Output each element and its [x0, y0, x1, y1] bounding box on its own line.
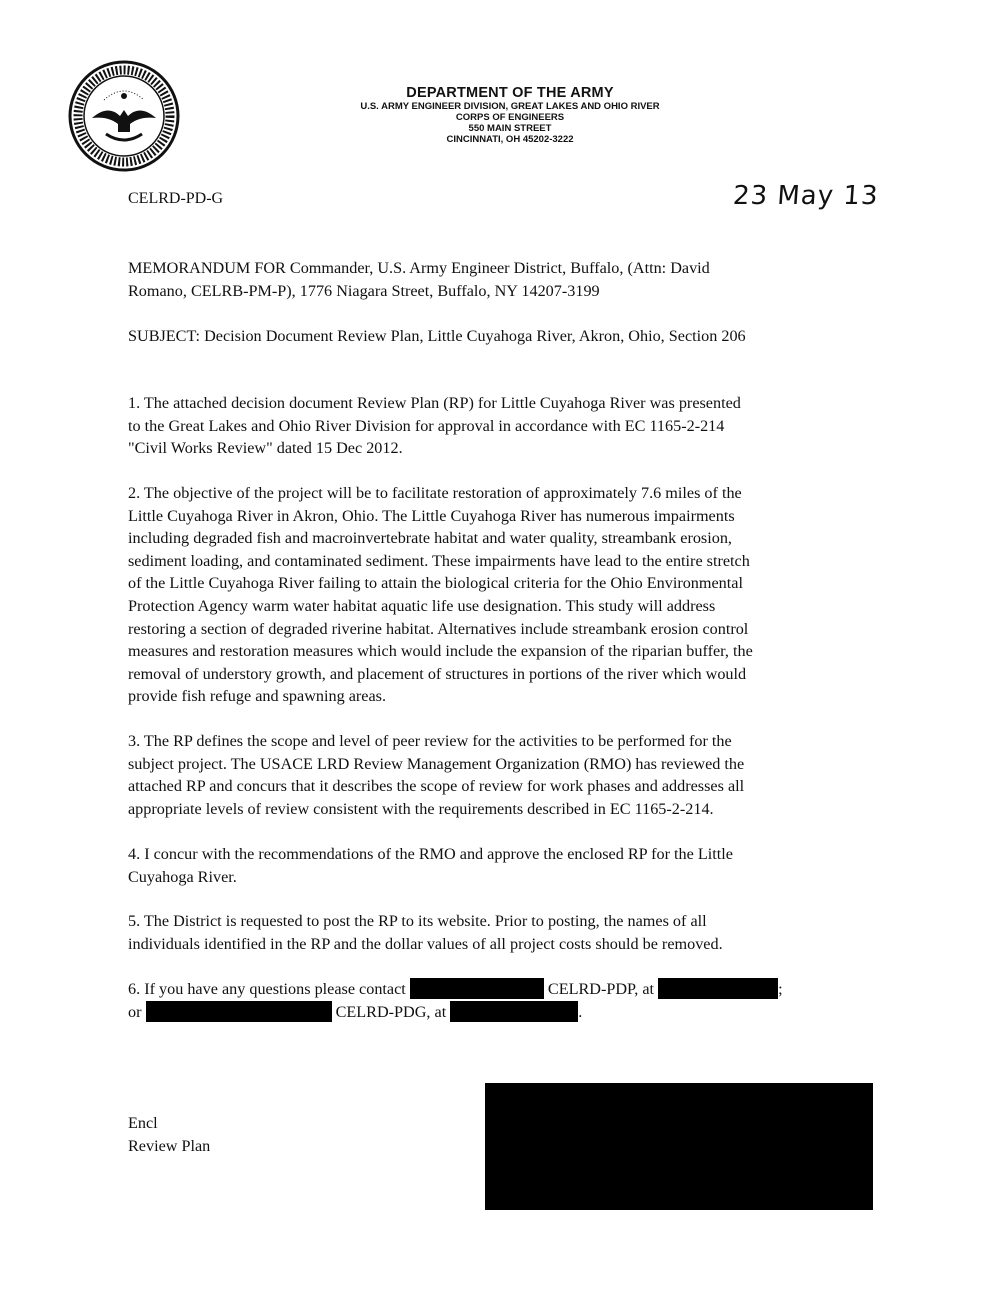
- paragraph-3: [128, 730, 888, 820]
- paragraph-1: [128, 392, 888, 460]
- paragraph-line: Cuyahoga River.: [128, 867, 237, 886]
- contact-office: CELRD-PDP, at: [547, 980, 655, 998]
- memorandum-for: [128, 257, 888, 302]
- subject-text: SUBJECT: Decision Document Review Plan, Little Cuyahoga River, Akron, Ohio, Section 206: [128, 327, 746, 345]
- paragraph-line: including degraded fish and macroinvertebrate habitat and water quality, streambank erosion,: [128, 529, 732, 548]
- paragraph-line: appropriate levels of review consistent with the requirements described in EC 1165-2-214.: [128, 799, 714, 818]
- paragraph-line: 1. The attached decision document Review Plan (RP) for Little Cuyahoga River was presented: [128, 394, 741, 412]
- paragraph-line: 2. The objective of the project will be to facilitate restoration of approximately 7.6 miles of the: [128, 484, 742, 502]
- contact-prefix: 6. If you have any questions please contact: [128, 980, 406, 998]
- subject-line: [128, 325, 888, 348]
- redacted-contact-phone: [450, 1001, 578, 1022]
- paragraph-line: sediment loading, and contaminated sediment. These impairments have lead to the entire stretch: [128, 551, 750, 570]
- paragraph-line: provide fish refuge and spawning areas.: [128, 687, 387, 706]
- paragraph-line: removal of understory growth, and placement of structures in portions of the river which would: [128, 664, 747, 683]
- paragraph-line: attached RP and concurs that it describes the scope of review for work phases and addresses all: [128, 777, 745, 796]
- enclosure-item: Review Plan: [128, 1136, 211, 1155]
- paragraph-line: [128, 978, 888, 1001]
- paragraph-line: 3. The RP defines the scope and level of peer review for the activities to be performed for the: [128, 732, 732, 750]
- letterhead-corps: CORPS OF ENGINEERS: [455, 112, 565, 123]
- paragraph-line: 5. The District is requested to post the RP to its website. Prior to posting, the names of all: [128, 912, 707, 930]
- memo-for-line: MEMORANDUM FOR Commander, U.S. Army Engineer District, Buffalo, (Attn: David: [128, 259, 710, 277]
- letterhead-title: DEPARTMENT OF THE ARMY: [406, 85, 614, 101]
- paragraph-line: Protection Agency warm water habitat aquatic life use designation. This study will address: [128, 596, 716, 615]
- paragraph-line: Little Cuyahoga River in Akron, Ohio. The Little Cuyahoga River has numerous impairments: [128, 506, 735, 525]
- paragraph-4: [128, 843, 888, 888]
- redacted-contact-phone: [658, 978, 778, 999]
- letterhead-city: CINCINNATI, OH 45202-3222: [446, 134, 574, 145]
- paragraph-5: [128, 910, 888, 955]
- paragraph-line: 4. I concur with the recommendations of the RMO and approve the enclosed RP for the Little: [128, 845, 733, 863]
- contact-office: CELRD-PDG, at: [335, 1002, 447, 1021]
- paragraph-line: restoring a section of degraded riverine habitat. Alternatives include streambank erosion control: [128, 619, 749, 638]
- paragraph-line: [128, 1001, 888, 1024]
- redacted-contact-name: [410, 978, 544, 999]
- letterhead-division: U.S. ARMY ENGINEER DIVISION, GREAT LAKES AND OHIO RIVER: [360, 101, 660, 112]
- memo-for-line: Romano, CELRB-PM-P), 1776 Niagara Street, Buffalo, NY 14207-3199: [128, 281, 600, 300]
- letterhead-street: 550 MAIN STREET: [468, 123, 552, 134]
- paragraph-6: [128, 978, 888, 1023]
- handwritten-date: 23 May 13: [731, 181, 880, 211]
- contact-separator: .: [578, 1002, 583, 1021]
- paragraph-line: measures and restoration measures which would include the expansion of the riparian buffer, the: [128, 642, 753, 661]
- letterhead: [250, 85, 770, 145]
- paragraph-2: [128, 482, 888, 708]
- paragraph-line: individuals identified in the RP and the dollar values of all project costs should be removed.: [128, 934, 723, 953]
- enclosure-label: Encl: [128, 1114, 158, 1132]
- paragraph-line: to the Great Lakes and Ohio River Division for approval in accordance with EC 1165-2-214: [128, 416, 725, 435]
- enclosure: [128, 1112, 210, 1157]
- seal-logo: [68, 60, 180, 172]
- contact-prefix: or: [128, 1002, 142, 1021]
- contact-separator: ;: [778, 980, 783, 998]
- redacted-contact-name: [146, 1001, 332, 1022]
- paragraph-line: "Civil Works Review" dated 15 Dec 2012.: [128, 439, 403, 458]
- department-of-defense-seal-icon: [68, 60, 180, 172]
- paragraph-line: of the Little Cuyahoga River failing to attain the biological criteria for the Ohio Environmental: [128, 574, 743, 593]
- paragraph-line: subject project. The USACE LRD Review Management Organization (RMO) has reviewed the: [128, 754, 745, 773]
- redacted-signature-block: [485, 1083, 873, 1210]
- office-symbol: CELRD-PD-G: [128, 190, 224, 207]
